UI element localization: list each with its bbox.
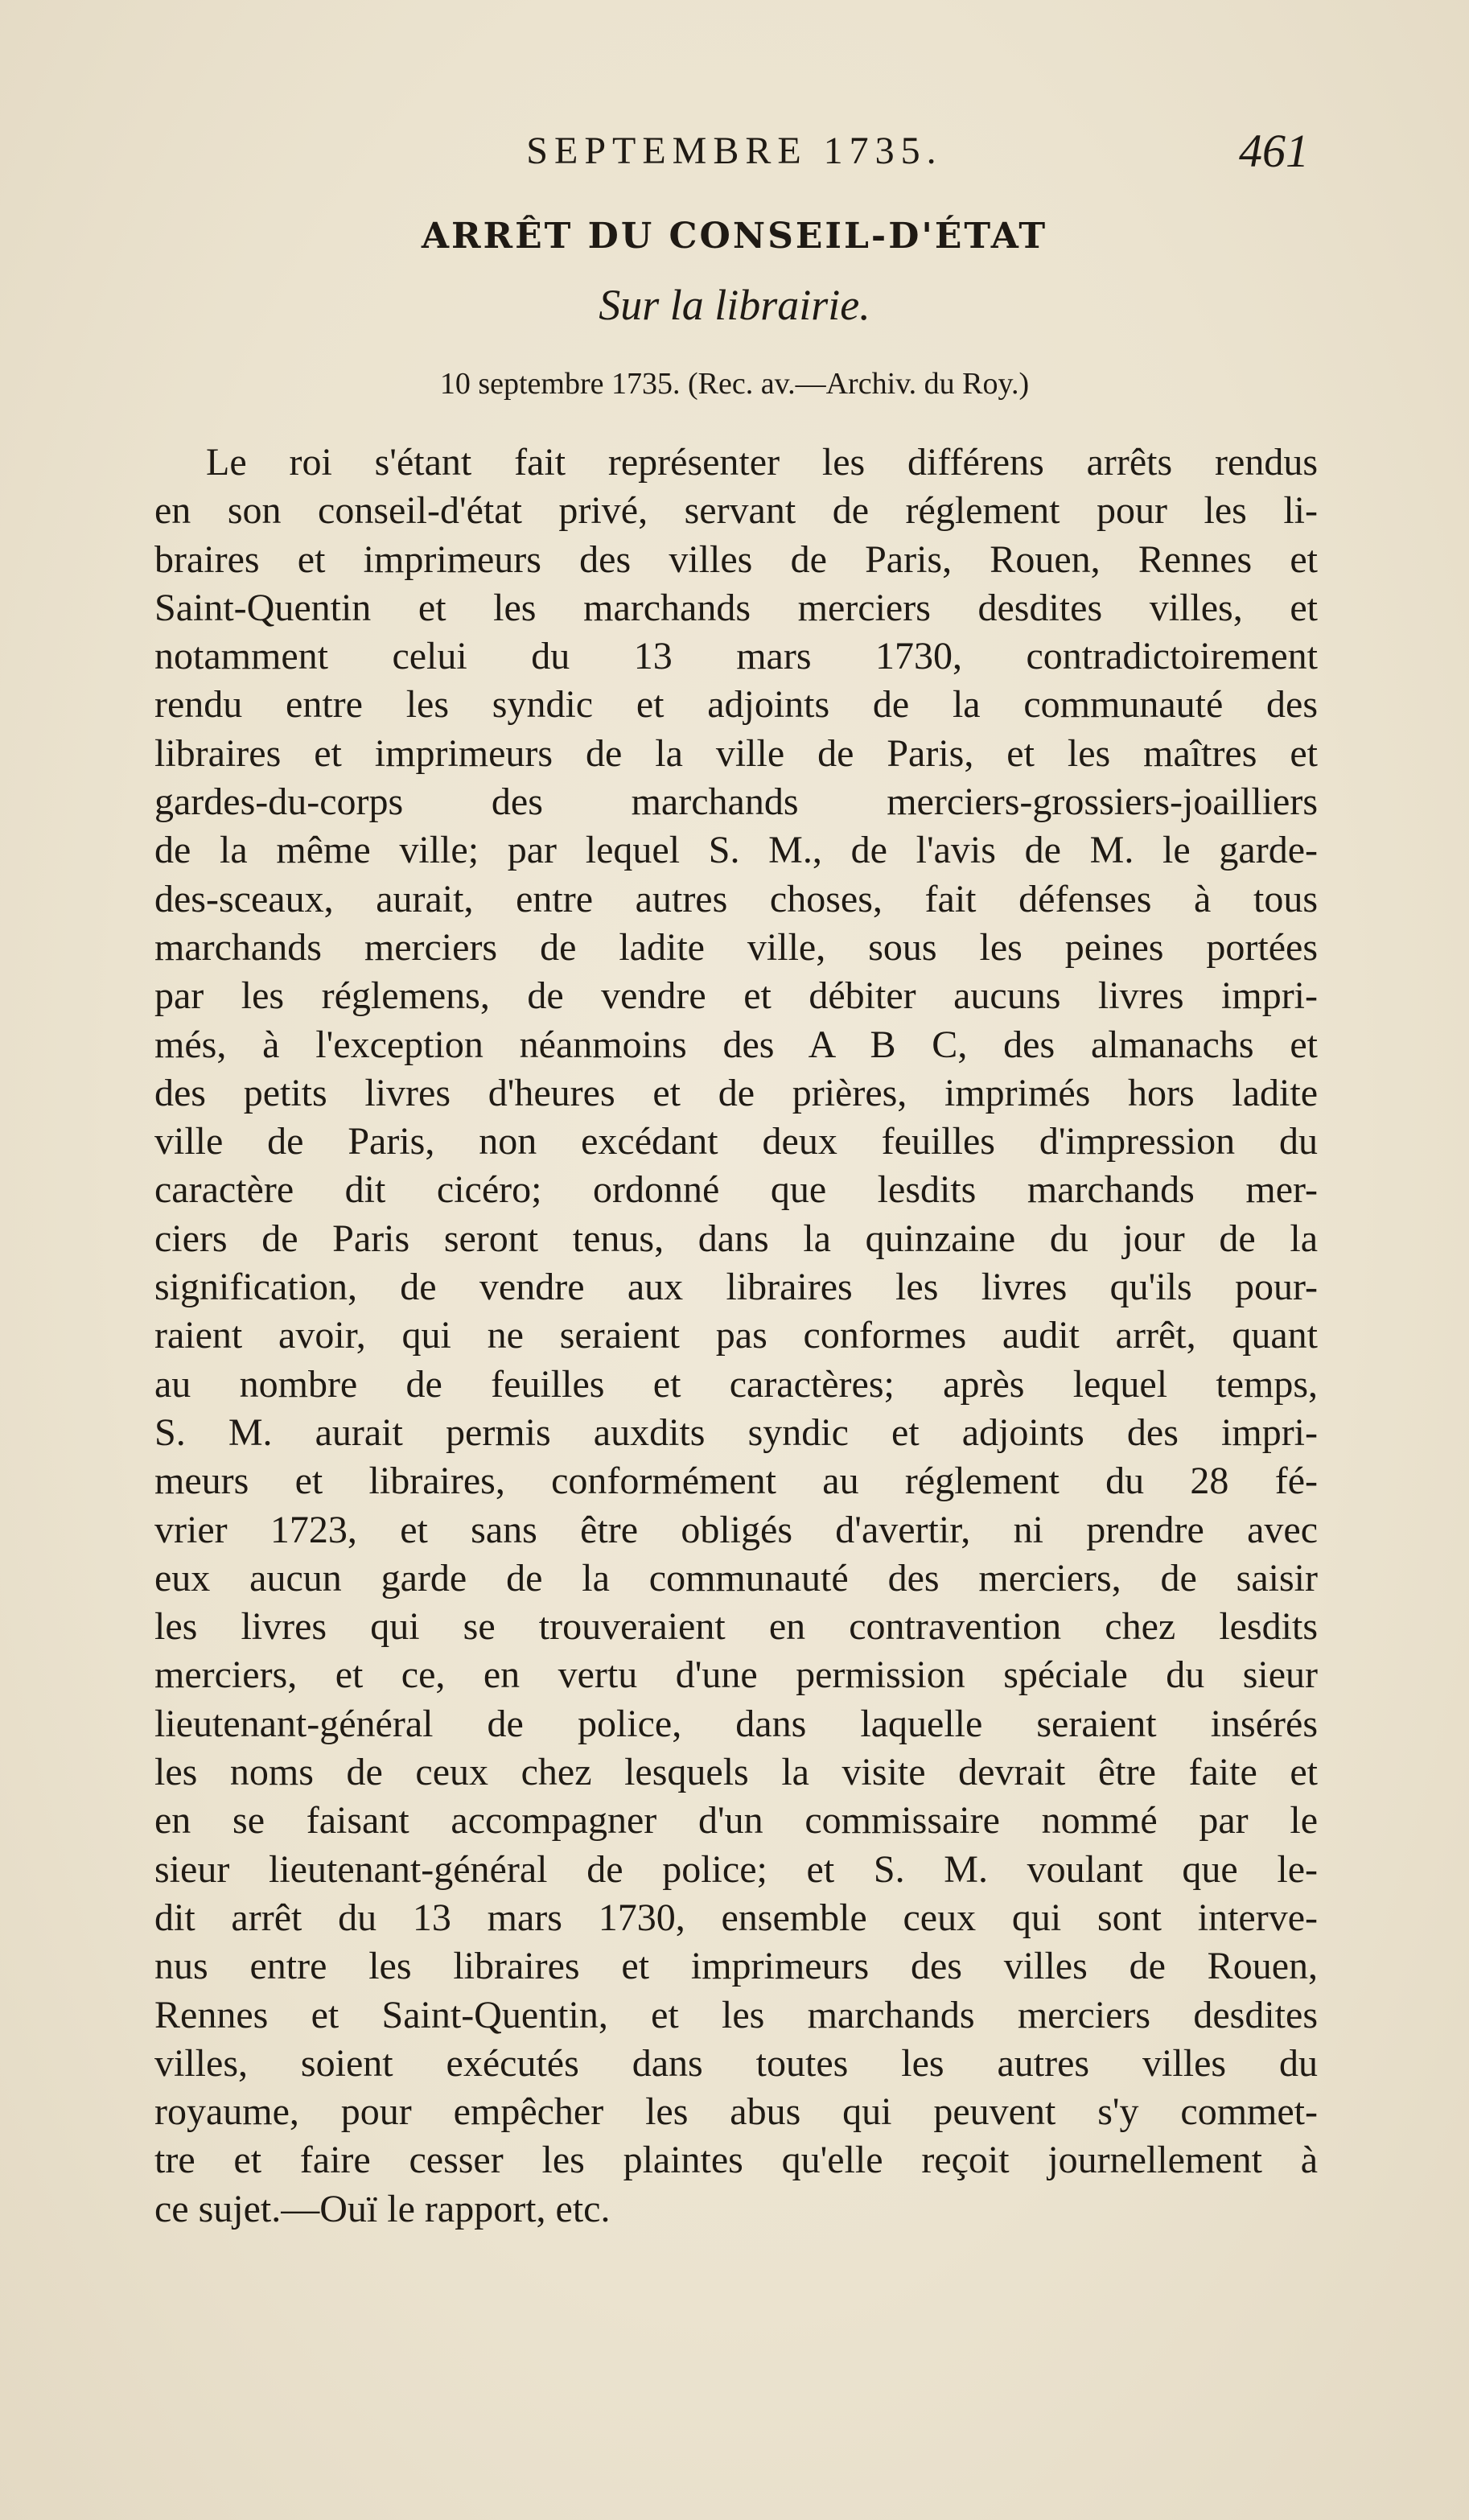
text-line: sieur lieutenant-général de police; et S. M. voulant que le- [154, 1847, 1318, 1891]
text-line: Le roi s'étant fait représenter les différens arrêts rendus [206, 441, 1318, 484]
text-line: nus entre les libraires et imprimeurs des villes de Rouen, [154, 1945, 1318, 1988]
text-line: caractère dit cicéro; ordonné que lesdits marchands mer- [154, 1168, 1318, 1212]
text-line: ce sujet.—Ouï le rapport, etc. [154, 2187, 611, 2230]
source-citation: 10 septembre 1735. (Rec. av.—Archiv. du Roy.) [439, 367, 1030, 401]
text-line: tre et faire cesser les plaintes qu'elle reçoit journellement à [154, 2139, 1318, 2182]
text-line: Rennes et Saint-Quentin, et les marchands merciers desdites [154, 1993, 1318, 2036]
text-line: dit arrêt du 13 mars 1730, ensemble ceux qui sont interve- [154, 1896, 1318, 1939]
text-line: royaume, pour empêcher les abus qui peuvent s'y commet- [154, 2090, 1318, 2134]
text-line: des petits livres d'heures et de prières, imprimés hors ladite [154, 1071, 1318, 1114]
document-title: ARRÊT DU CONSEIL-D'ÉTAT [421, 216, 1048, 257]
text-line: signification, de vendre aux libraires les livres qu'ils pour- [154, 1266, 1318, 1309]
text-line: ciers de Paris seront tenus, dans la quinzaine du jour de la [154, 1217, 1318, 1260]
document-subtitle: Sur la librairie. [599, 281, 870, 329]
text-line: les noms de ceux chez lesquels la visite devrait être faite et [154, 1751, 1318, 1794]
body-paragraph [154, 439, 1318, 2234]
text-line: S. M. aurait permis auxdits syndic et adjoints des impri- [154, 1410, 1318, 1454]
text-line: des-sceaux, aurait, entre autres choses, fait défenses à tous [154, 877, 1318, 920]
text-line: notamment celui du 13 mars 1730, contradictoirement [154, 635, 1318, 678]
text-line: gardes-du-corps des marchands merciers-grossiers-joailliers [154, 780, 1318, 824]
text-line: en son conseil-d'état privé, servant de réglement pour les li- [154, 489, 1318, 533]
text-line: eux aucun garde de la communauté des merciers, de saisir [154, 1556, 1318, 1600]
text-line: par les réglemens, de vendre et débiter aucuns livres impri- [154, 974, 1318, 1018]
text-line: en se faisant accompagner d'un commissaire nommé par le [154, 1799, 1318, 1843]
text-line: raient avoir, qui ne seraient pas conformes audit arrêt, quant [154, 1314, 1318, 1357]
page-number: 461 [1239, 125, 1309, 177]
text-line: au nombre de feuilles et caractères; après lequel temps, [154, 1362, 1318, 1406]
text-line: rendu entre les syndic et adjoints de la communauté des [154, 683, 1318, 727]
text-line: lieutenant-général de police, dans laquelle seraient insérés [154, 1702, 1318, 1745]
running-head [0, 125, 1469, 193]
text-line: ville de Paris, non excédant deux feuilles d'impression du [154, 1120, 1318, 1163]
text-line: meurs et libraires, conformément au réglement du 28 fé- [154, 1460, 1318, 1503]
text-line: de la même ville; par lequel S. M., de l'avis de M. le garde- [154, 829, 1318, 872]
text-line: villes, soient exécutés dans toutes les autres villes du [154, 2041, 1318, 2085]
text-line: marchands merciers de ladite ville, sous les peines portées [154, 925, 1318, 969]
text-line: Saint-Quentin et les marchands merciers desdites villes, et [154, 586, 1318, 629]
running-title: SEPTEMBRE 1735. [526, 130, 943, 172]
text-line: libraires et imprimeurs de la ville de Paris, et les maîtres et [154, 731, 1318, 775]
text-line: més, à l'exception néanmoins des A B C, des almanachs et [154, 1023, 1318, 1066]
text-line: merciers, et ce, en vertu d'une permission spéciale du sieur [154, 1653, 1318, 1697]
text-line: vrier 1723, et sans être obligés d'avertir, ni prendre avec [154, 1508, 1318, 1551]
text-line: les livres qui se trouveraient en contravention chez lesdits [154, 1605, 1318, 1649]
text-line: braires et imprimeurs des villes de Paris, Rouen, Rennes et [154, 537, 1318, 581]
